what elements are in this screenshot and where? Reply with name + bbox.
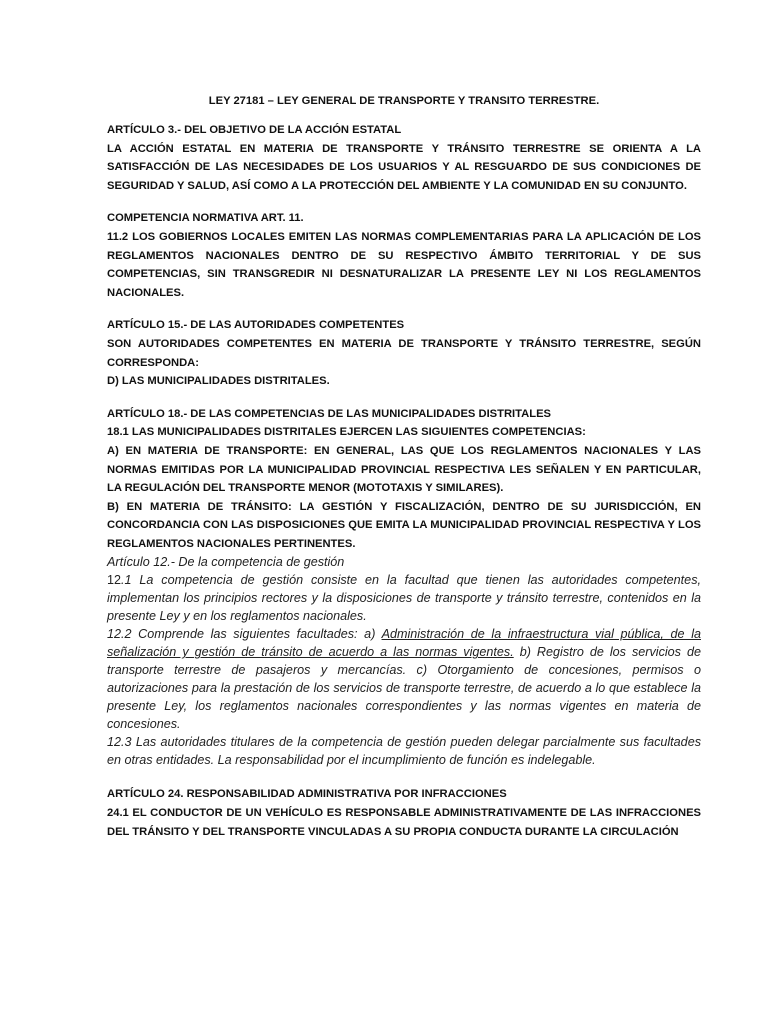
- article-12-paragraph-2-intro: 12.2 Comprende las siguientes facultades: a): [107, 627, 382, 642]
- article-24-body: 24.1 EL CONDUCTOR DE UN VEHÍCULO ES RESPONSABLE ADMINISTRATIVAMENTE DE LAS INFRACCIONES DEL TRÁNSITO Y DEL TRANSPORTE VINCULADAS A SU PROPIA CONDUCTA DURANTE LA CIRCULACIÓN: [107, 807, 701, 838]
- article-12-paragraph-2: [107, 625, 701, 733]
- page-title: LEY 27181 – LEY GENERAL DE TRANSPORTE Y TRANSITO TERRESTRE.: [208, 95, 600, 107]
- article-24: [107, 785, 701, 841]
- article-15-item-d: D) LAS MUNICIPALIDADES DISTRITALES.: [107, 375, 330, 388]
- article-12-paragraph-3: 12.3 Las autoridades titulares de la competencia de gestión pueden delegar parcialmente sus facultades en otras entidades. La responsabilidad por el incumplimiento de función es indelegable.: [107, 735, 701, 768]
- article-18-paragraph-1: 18.1 LAS MUNICIPALIDADES DISTRITALES EJERCEN LAS SIGUIENTES COMPETENCIAS:: [107, 426, 586, 439]
- article-3-heading: ARTÍCULO 3.- DEL OBJETIVO DE LA ACCIÓN ESTATAL: [107, 124, 402, 136]
- article-3-body: LA ACCIÓN ESTATAL EN MATERIA DE TRANSPORTE Y TRÁNSITO TERRESTRE SE ORIENTA A LA SATISFACCIÓN DE LAS NECESIDADES DE LOS USUARIOS Y AL RESGUARDO DE SUS CONDICIONES DE SEGURIDAD Y SALUD, ASÍ COMO A LA PROTECCIÓN DEL AMBIENTE Y LA COMUNIDAD EN SU CONJUNTO.: [107, 142, 701, 192]
- article-12-paragraph-1: [107, 571, 701, 625]
- article-3: [107, 121, 701, 195]
- article-12-heading: Artículo 12.- De la competencia de gestión: [107, 555, 345, 570]
- article-18-item-b: B) EN MATERIA DE TRÁNSITO: LA GESTIÓN Y FISCALIZACIÓN, DENTRO DE SU JURISDICCIÓN, EN CONCORDANCIA CON LAS DISPOSICIONES QUE EMITA LA MUNICIPALIDAD PROVINCIAL RESPECTIVA Y LOS REGLAMENTOS NACIONALES PERTINENTES.: [107, 500, 701, 550]
- article-24-heading: ARTÍCULO 24. RESPONSABILIDAD ADMINISTRATIVA POR INFRACCIONES: [107, 788, 507, 801]
- article-15-body: SON AUTORIDADES COMPETENTES EN MATERIA DE TRANSPORTE Y TRÁNSITO TERRESTRE, SEGÚN CORRESPONDA:: [107, 337, 701, 369]
- article-12: [107, 553, 701, 769]
- article-12-number: 12: [107, 573, 122, 588]
- article-15-heading: ARTÍCULO 15.- DE LAS AUTORIDADES COMPETENTES: [107, 319, 405, 332]
- article-11-heading: COMPETENCIA NORMATIVA ART. 11.: [107, 212, 304, 225]
- article-15: [107, 316, 701, 390]
- article-12-underlined-text: Administración de la infraestructura vial pública, de la señalización y gestión de tránsito de acuerdo a las normas vigentes.: [107, 627, 701, 660]
- article-12-paragraph-1-text: .1 La competencia de gestión consiste en la facultad que tienen las autoridades competentes, implementan los principios rectores y la disposiciones de transporte y tránsito terrestre, contenidos en la presente Ley y en los reglamentos nacionales.: [107, 573, 701, 624]
- article-18-item-a: A) EN MATERIA DE TRANSPORTE: EN GENERAL, LAS QUE LOS REGLAMENTOS NACIONALES Y LAS NORMAS EMITIDAS POR LA MUNICIPALIDAD PROVINCIAL RESPECTIVA LES SEÑALEN Y EN PARTICULAR, LA REGULACIÓN DEL TRANSPORTE MENOR (MOTOTAXIS Y SIMILARES).: [107, 444, 701, 495]
- document-body: [107, 92, 701, 855]
- article-11: [107, 209, 701, 302]
- article-18: [107, 405, 701, 554]
- article-11-body: 11.2 LOS GOBIERNOS LOCALES EMITEN LAS NORMAS COMPLEMENTARIAS PARA LA APLICACIÓN DE LOS REGLAMENTOS NACIONALES DENTRO DE SU RESPECTIVO ÁMBITO TERRITORIAL Y DE SUS COMPETENCIAS, SIN TRANSGREDIR NI DESNATURALIZAR LA PRESENTE LEY NI LOS REGLAMENTOS NACIONALES.: [107, 230, 701, 299]
- article-12-paragraph-2-rest: b) Registro de los servicios de transporte terrestre de pasajeros y mercancías. c) Otorgamiento de concesiones, permisos o autorizaciones para la prestación de los servicios de transporte terrestre, de acuerdo a lo que establece la presente Ley, los reglamentos nacionales correspondientes y las normas vigentes en materia de concesiones.: [107, 645, 701, 732]
- article-18-heading: ARTÍCULO 18.- DE LAS COMPETENCIAS DE LAS MUNICIPALIDADES DISTRITALES: [107, 407, 551, 420]
